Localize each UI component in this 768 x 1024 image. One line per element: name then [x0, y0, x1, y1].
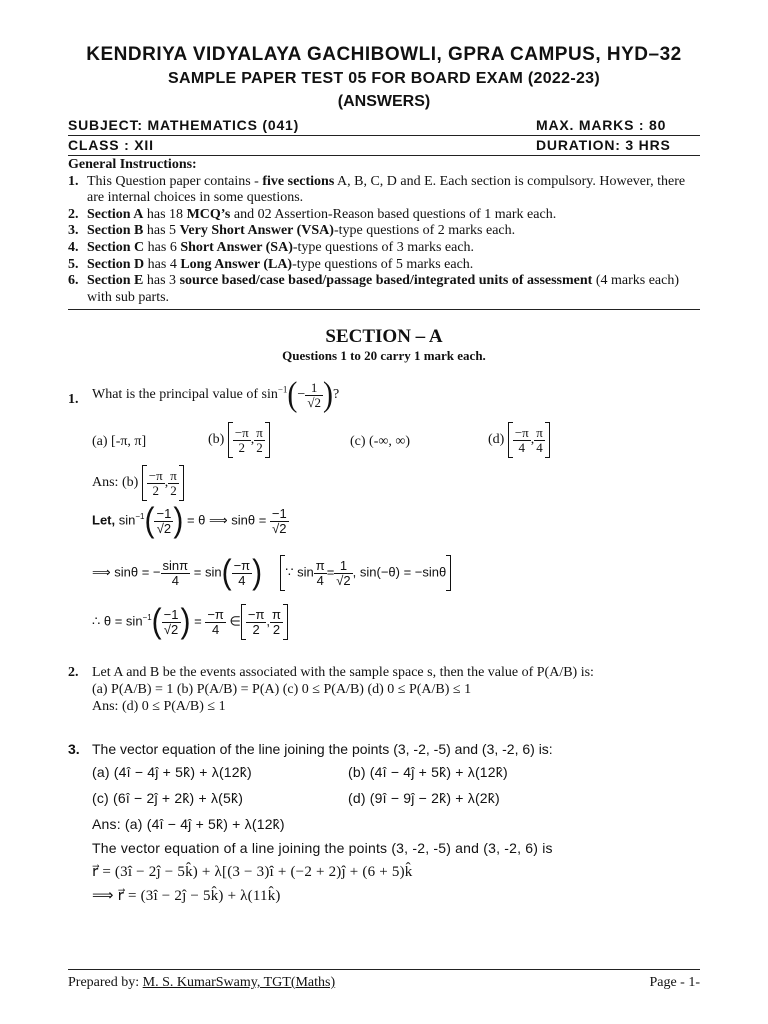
footer-divider — [68, 969, 700, 970]
option-c: (c) (-∞, ∞) — [350, 434, 410, 449]
section-subtitle: Questions 1 to 20 carry 1 mark each. — [282, 348, 486, 363]
general-instructions — [68, 157, 700, 306]
instruction-item: 6. Section E has 3 source based/case based/passage based/integrated units of assessment (4 marks each) with sub parts. — [68, 273, 680, 305]
question-1-options — [68, 422, 700, 466]
class-label: CLASS : XII — [68, 137, 154, 153]
question-number: 3. — [68, 741, 80, 757]
subject-row — [68, 117, 700, 133]
question-1 — [68, 375, 700, 424]
prepared-label: Prepared by: — [68, 975, 140, 990]
question-text: What is the principal value of $\sin^{-1}(-$ $\frac{1}{√2}$ )? — [92, 375, 340, 414]
author-name: M. S. KumarSwamy, TGT(Maths) — [142, 975, 336, 990]
question-1-answer: Ans: (b) $\frac{-\pi}{2}$ , $\frac{\pi}{2}$ — [68, 465, 700, 505]
option-d: (d) $\frac{-\pi}{4}$ , $\frac{\pi}{4}$ — [488, 422, 550, 458]
option-c: (c) (6î − 2ĵ + 2k̂) + λ(5k̂) — [92, 790, 244, 806]
equation-1: r⃗ = (3î − 2ĵ − 5k̂) + λ[(3 − 3)î + (−2 + 2)ĵ + (6 + 5)k̂ — [92, 864, 413, 880]
divider — [68, 309, 700, 310]
solution-line-3: ∴ $\theta = \sin^{-1}$( $\frac{-1}{√2}$ ) = $\frac{-\pi}{4}$ ∈ $\frac{-\pi}{2}$ , $\frac{\pi}{2}$ — [68, 604, 700, 646]
instruction-item: 1. This Question paper contains - five sections A, B, C, D and E. Each section is compulsory. However, there are internal choices in some questions. — [68, 173, 686, 206]
instruction-item: 5. Section D has 4 Long Answer (LA)-type questions of 5 marks each. — [68, 256, 474, 272]
duration-label: DURATION: 3 HRS — [536, 137, 671, 153]
option-d: (d) (9î − 9ĵ − 2k̂) + λ(2k̂) — [348, 790, 500, 806]
max-marks-label: MAX. MARKS : 80 — [536, 117, 667, 133]
question-answer: Ans: (a) (4î − 4ĵ + 5k̂) + λ(12k̂) — [92, 816, 285, 832]
question-text: Let A and B be the events associated with the sample space s, then the value of P(A/B) is: — [92, 665, 594, 680]
test-title: SAMPLE PAPER TEST 05 FOR BOARD EXAM (2022-23) — [168, 70, 600, 87]
school-title: KENDRIYA VIDYALAYA GACHIBOWLI, GPRA CAMPUS, HYD–32 — [86, 44, 682, 65]
equation-2: ⟹ r⃗ = (3î − 2ĵ − 5k̂) + λ(11k̂) — [92, 888, 281, 904]
instructions-heading: General Instructions: — [68, 157, 197, 172]
footer — [68, 975, 700, 991]
section-title: SECTION – A — [325, 326, 443, 347]
subject-label: SUBJECT: MATHEMATICS (041) — [68, 117, 300, 133]
question-text: The vector equation of the line joining the points (3, -2, -5) and (3, -2, 6) is: — [92, 741, 553, 757]
answers-label: (ANSWERS) — [337, 93, 431, 110]
divider — [68, 135, 700, 136]
option-a: (a) (4î − 4ĵ + 5k̂) + λ(12k̂) — [92, 764, 252, 780]
question-options: (a) P(A/B) = 1 (b) P(A/B) = P(A) (c) 0 ≤ P(A/B) (d) 0 ≤ P(A/B) ≤ 1 — [92, 682, 472, 697]
solution-line-2: ⟹ sinθ = − $\frac{\sin\pi}{4}$ = sin( $\frac{-\pi}{4}$ ) ∵ sin $\frac{\pi}{4}$ = $\frac{1}{√2}$ , sin(−θ) = −sinθ — [68, 555, 700, 597]
divider — [68, 155, 700, 156]
explanation: The vector equation of a line joining the points (3, -2, -5) and (3, -2, 6) is — [92, 840, 553, 856]
solution-line-1: Let, $\sin^{-1}$( $\frac{-1}{√2}$ ) = θ ⟹ sinθ = $\frac{-1}{√2}$ — [92, 501, 287, 540]
option-b: (b) $\frac{-\pi}{2}$ , $\frac{\pi}{2}$ — [208, 422, 270, 458]
option-a: (a) [-π, π] — [92, 434, 147, 449]
instruction-item: 3. Section B has 5 Very Short Answer (VSA)-type questions of 2 marks each. — [68, 223, 516, 239]
option-b: (b) (4î − 4ĵ + 5k̂) + λ(12k̂) — [348, 764, 508, 780]
question-number: 2. — [68, 665, 79, 680]
question-2 — [68, 664, 700, 720]
question-answer: Ans: (d) 0 ≤ P(A/B) ≤ 1 — [92, 699, 226, 714]
class-row — [68, 137, 700, 153]
instruction-item: 4. Section C has 6 Short Answer (SA)-type questions of 3 marks each. — [68, 239, 475, 255]
instruction-item: 2. Section A has 18 MCQ’s and 02 Assertion-Reason based questions of 1 mark each. — [68, 206, 557, 222]
page-number: Page - 1- — [649, 975, 700, 990]
question-number: 1. — [68, 392, 79, 407]
